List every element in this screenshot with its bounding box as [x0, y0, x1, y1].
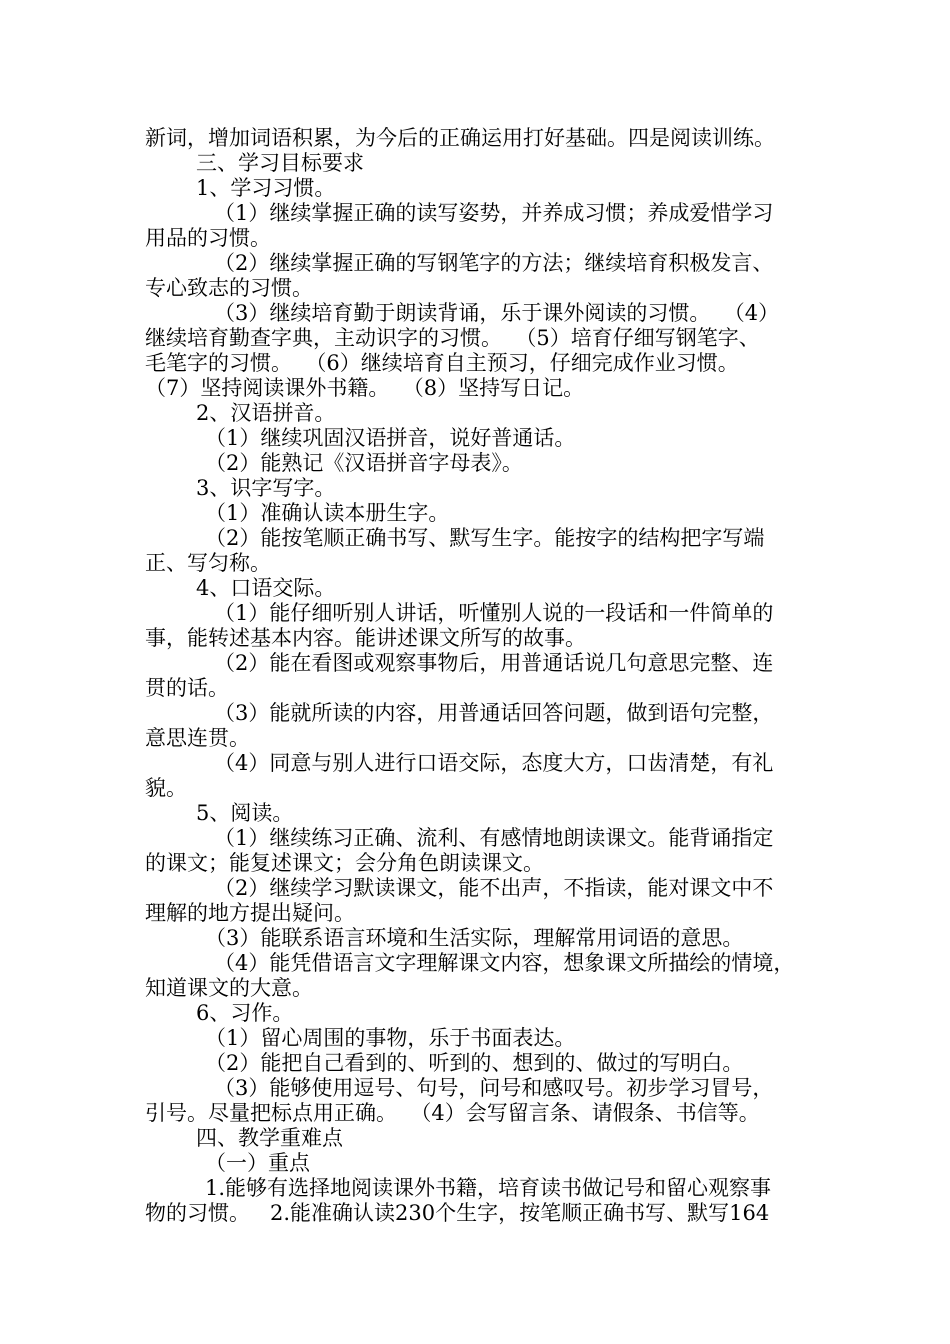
text-line: （1）继续练习正确、流利、有感情地朗读课文。能背诵指定 — [214, 826, 774, 850]
subsection-heading: 4、口语交际。 — [196, 576, 336, 600]
text-line: （1）继续巩固汉语拼音，说好普通话。 — [205, 426, 576, 450]
text-line: 新词，增加词语积累，为今后的正确运用打好基础。四是阅读训练。 — [145, 126, 775, 150]
text-line: （3）继续培育勤于朗读背诵，乐于课外阅读的习惯。 （4） — [214, 301, 780, 325]
text-line: 引号。尽量把标点用正确。 （4）会写留言条、请假条、书信等。 — [145, 1101, 760, 1125]
text-line: （7）坚持阅读课外书籍。 （8）坚持写日记。 — [145, 376, 585, 400]
text-line: （4）能凭借语言文字理解课文内容，想象课文所描绘的情境， — [214, 951, 795, 975]
subsection-heading: 6、习作。 — [196, 1001, 294, 1025]
text-line: （2）能在看图或观察事物后，用普通话说几句意思完整、连 — [214, 651, 774, 675]
text-line: 用品的习惯。 — [145, 226, 271, 250]
subsection-heading: 1、学习习惯。 — [196, 176, 336, 200]
text-line: 的课文；能复述课文；会分角色朗读课文。 — [145, 851, 544, 875]
text-line: 毛笔字的习惯。 （6）继续培育自主预习，仔细完成作业习惯。 — [145, 351, 739, 375]
text-line: 意思连贯。 — [145, 726, 250, 750]
text-line: 理解的地方提出疑问。 — [145, 901, 355, 925]
text-line: （2）继续掌握正确的写钢笔字的方法；继续培育积极发言、 — [214, 251, 774, 275]
text-line: 物的习惯。 2.能准确认读230个生字，按笔顺正确书写、默写164 — [145, 1201, 770, 1225]
text-line: （3）能就所读的内容，用普通话回答问题，做到语句完整， — [214, 701, 774, 725]
subsection-heading: （一）重点 — [205, 1151, 310, 1175]
text-line: 继续培育勤查字典，主动识字的习惯。 （5）培育仔细写钢笔字、 — [145, 326, 760, 350]
text-line: 专心致志的习惯。 — [145, 276, 313, 300]
text-line: 1.能够有选择地阅读课外书籍，培育读书做记号和留心观察事 — [205, 1176, 772, 1200]
text-line: （3）能够使用逗号、句号，问号和感叹号。初步学习冒号， — [214, 1076, 774, 1100]
text-line: （1）准确认读本册生字。 — [205, 501, 450, 525]
text-line: 正、写匀称。 — [145, 551, 271, 575]
text-line: 貌。 — [145, 776, 187, 800]
text-line: （2）能熟记《汉语拼音字母表》。 — [205, 451, 523, 475]
text-line: 贯的话。 — [145, 676, 229, 700]
text-line: （1）继续掌握正确的读写姿势，并养成习惯；养成爱惜学习 — [214, 201, 774, 225]
subsection-heading: 5、阅读。 — [196, 801, 294, 825]
text-line: （2）能把自己看到的、听到的、想到的、做过的写明白。 — [205, 1051, 744, 1075]
subsection-heading: 2、汉语拼音。 — [196, 401, 336, 425]
text-line: （4）同意与别人进行口语交际，态度大方，口齿清楚，有礼 — [214, 751, 774, 775]
text-line: （2）能按笔顺正确书写、默写生字。能按字的结构把字写端 — [205, 526, 765, 550]
section-heading: 四、教学重难点 — [196, 1126, 343, 1150]
text-line: 事，能转述基本内容。能讲述课文所写的故事。 — [145, 626, 586, 650]
text-line: （1）能仔细听别人讲话，听懂别人说的一段话和一件简单的 — [214, 601, 774, 625]
section-heading: 三、学习目标要求 — [196, 151, 364, 175]
subsection-heading: 3、识字写字。 — [196, 476, 336, 500]
text-line: （3）能联系语言环境和生活实际，理解常用词语的意思。 — [205, 926, 744, 950]
text-line: （2）继续学习默读课文，能不出声，不指读，能对课文中不 — [214, 876, 774, 900]
text-line: 知道课文的大意。 — [145, 976, 313, 1000]
text-line: （1）留心周围的事物，乐于书面表达。 — [205, 1026, 576, 1050]
